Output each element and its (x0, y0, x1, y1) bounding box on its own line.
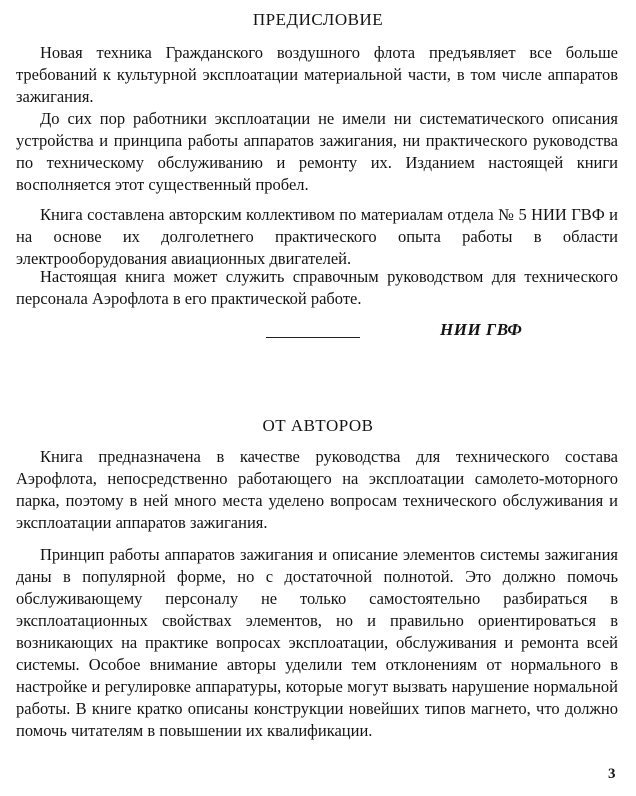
page-number: 3 (608, 766, 616, 782)
authors-note-title: ОТ АВТОРОВ (262, 416, 374, 435)
authors-note-paragraph-2: Принцип работы аппаратов зажигания и описание элементов системы зажигания даны в популярной форме, но с достаточной полнотой. Это должно помочь обслуживающему персоналу не только самостоятельно разбираться в эксплоатационных свойствах элементов, но и правильно ориентироваться в возникающих на практике вопросах эксплоатации, обслуживания и ремонта всей системы. Особое внимание авторы уделили тем отклонениям от нормального в настройке и регулировке аппаратуры, которые могут вызвать нарушение нормальной работы. В книге кратко описаны конструкции новейших типов магнето, что должно помочь читателям в повышении их квалификации. (16, 545, 618, 740)
preface-title: ПРЕДИСЛОВИЕ (252, 10, 384, 29)
preface-paragraph-3: Книга составлена авторским коллективом по материалам отдела № 5 НИИ ГВФ и на основе их долголетнего практического опыта работы в области электрооборудования авиационных двигателей. (16, 205, 618, 268)
preface-paragraph-1: Новая техника Гражданского воздушного флота предъявляет все больше требований к культурной эксплоатации материальной части, в том числе аппаратов зажигания. (16, 43, 618, 106)
preface-signature: НИИ ГВФ (440, 320, 523, 339)
section-divider (266, 337, 360, 338)
preface-paragraph-4: Настоящая книга может служить справочным руководством для технического персонала Аэрофлота в его практической работе. (16, 267, 618, 308)
authors-note-paragraph-1: Книга предназначена в качестве руководства для технического состава Аэрофлота, непосредственно работающего на эксплоатации самолето-моторного парка, поэтому в ней много места уделено вопросам технического обслуживания и эксплоатации аппаратов зажигания. (16, 447, 618, 532)
preface-paragraph-2: До сих пор работники эксплоатации не имели ни систематического описания устройства и принципа работы аппаратов зажигания, ни практического руководства по техническому обслуживанию и ремонту их. Изданием настоящей книги восполняется этот существенный пробел. (16, 109, 618, 194)
